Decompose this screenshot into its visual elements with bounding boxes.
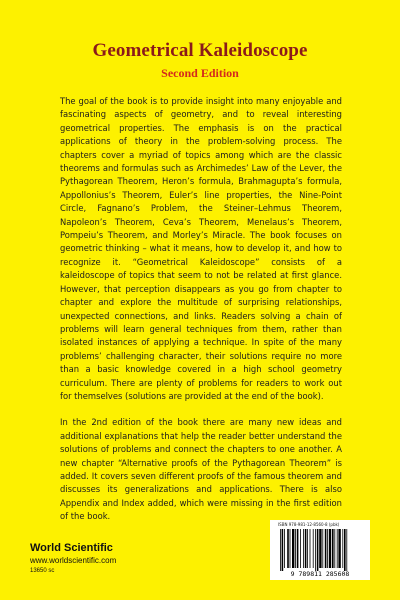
catalog-code: 13650 sc [30, 568, 55, 574]
edition-subtitle: Second Edition [161, 66, 239, 80]
isbn-label: ISBN 978-981-12-8560-8 (pbk) [278, 522, 340, 527]
blurb [60, 95, 342, 524]
isbn-barcode [270, 520, 370, 580]
publisher-url: www.worldscientific.com [30, 556, 117, 565]
publisher-block [30, 542, 116, 576]
barcode-digits: 9 789811 285608 [290, 570, 350, 578]
blurb-paragraph-2: In the 2nd edition of the book there are many new ideas and additional explanations that help the reader better understand the solutions of problems and connect the chapters to one another. A new chapter “Alternative proofs of the Pythagorean Theorem” is added. It covers seven different proofs of the famous theorem and discusses its generalizations and applications. There is also Appendix and Index added, which were missing in the first edition of the book. [60, 417, 342, 522]
book-title: Geometrical Kaleidoscope [92, 40, 308, 61]
blurb-paragraph-1: The goal of the book is to provide insight into many enjoyable and fascinating aspects of geometry, and to reveal interesting geometrical properties. The emphasis is on the practical applications of theory in the problem-solving process. The chapters cover a myriad of topics among which are the classic theorems and formulas such as Archimedes’ Law of the Lever, the Pythagorean Theorem, Heron’s formula, Brahmagupta’s formula, Appollonius’s Theorem, Euler’s line properties, the Nine-Point Circle, Fagnano’s Problem, the Steiner–Lehmus Theorem, Napoleon’s Theorem, Ceva’s Theorem, Menelaus’s Theorem, Pompeiu’s Theorem, and Morley’s Miracle. The book focuses on geometric thinking – what it means, how to develop it, and how to recognize it. “Geometrical Kaleidoscope” consists of a kaleidoscope of topics that seem to not be related at first glance. However, that perception disappears as you go from chapter to chapter and explore the multitude of surprising relationships, unexpected connections, and links. Readers solving a chain of problems will learn general techniques from them, rather than isolated instances of applying a technique. In spite of the many problems’ challenging character, their solutions require no more than a basic knowledge covered in a high school geometry curriculum. There are plenty of problems for readers to work out for themselves (solutions are provided at the end of the book). [60, 96, 342, 401]
barcode-icon [270, 520, 370, 580]
publisher-name: World Scientific [30, 542, 113, 554]
